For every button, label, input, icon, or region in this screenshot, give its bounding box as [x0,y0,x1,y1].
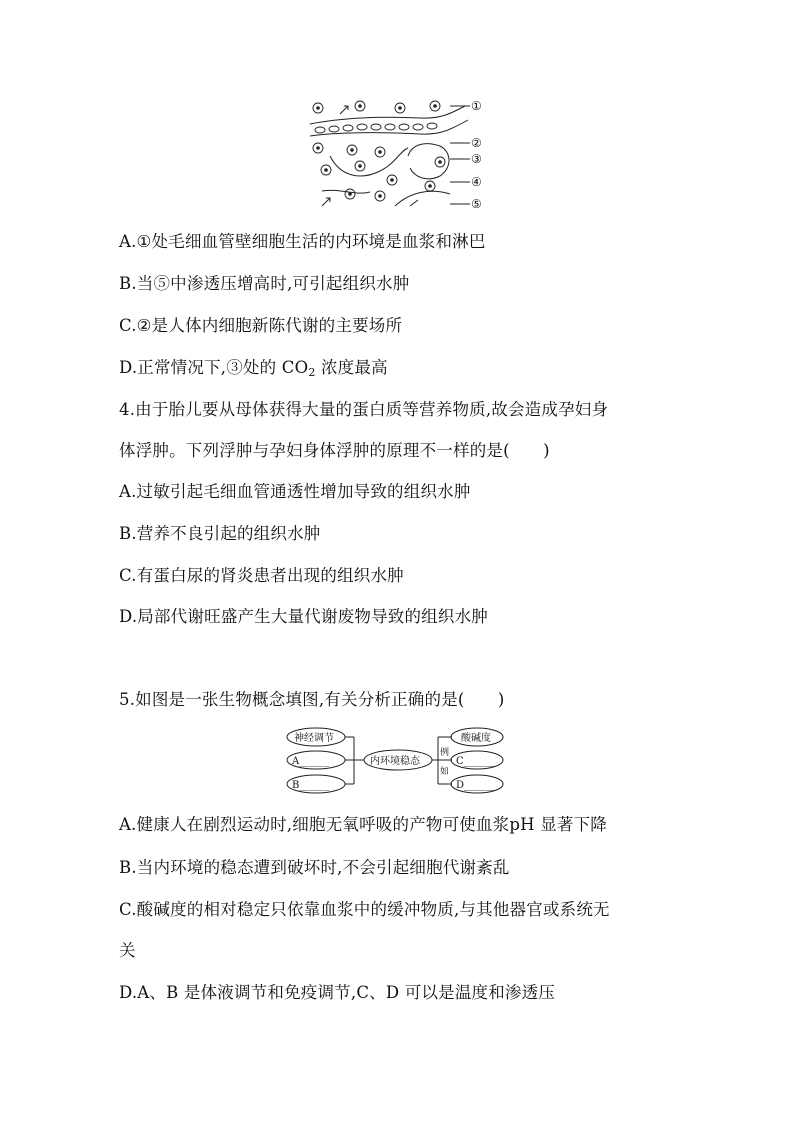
q3-option-a: A.①处毛细血管壁细胞生活的内环境是血浆和淋巴 [119,232,486,251]
q3-option-c: C.②是人体内细胞新陈代谢的主要场所 [119,316,403,335]
q3-option-d-sub: 2 [308,366,316,379]
concept-right-2: C______ [456,756,494,767]
label-1: ① [471,99,482,113]
label-4: ④ [471,175,482,189]
q4-stem-line-2: 体浮肿。下列浮肿与孕妇身体浮肿的原理不一样的是( ) [119,441,550,460]
q5-option-c-line-1: C.酸碱度的相对稳定只依靠血浆中的缓冲物质,与其他器官或系统无 [119,900,610,919]
q5-option-c-line-2: 关 [119,941,136,960]
q3-option-b: B.当⑤中渗透压增高时,可引起组织水肿 [119,274,410,293]
q3-option-d-post: 浓度最高 [315,358,388,377]
q5-option-d: D.A、B 是体液调节和免疫调节,C、D 可以是温度和渗透压 [119,983,556,1002]
q5-option-a: A.健康人在剧烈运动时,细胞无氧呼吸的产物可使血浆pH 显著下降 [119,815,608,834]
concept-center: 内环境稳态 [370,756,420,767]
concept-left-2: A______ [292,756,330,767]
concept-map [284,726,514,796]
q3-option-d [119,357,388,384]
label-2: ② [471,136,482,150]
concept-left-1: 神经调节 [294,733,334,744]
q4-stem-line-1: 4.由于胎儿要从母体获得大量的蛋白质等营养物质,故会造成孕妇身 [119,400,609,419]
label-3: ③ [471,152,482,166]
q5-stem: 5.如图是一张生物概念填图,有关分析正确的是( ) [119,690,505,709]
q3-option-d-pre: D.正常情况下,③处的 CO [119,358,309,377]
q4-option-c: C.有蛋白尿的肾炎患者出现的组织水肿 [119,566,404,585]
q4-option-b: B.营养不良引起的组织水肿 [119,524,321,543]
concept-connector-2: 如 [440,767,450,777]
concept-left-3: B______ [292,780,330,791]
q4-option-d: D.局部代谢旺盛产生大量代谢废物导致的组织水肿 [119,607,488,626]
concept-right-3: D______ [456,780,495,791]
label-5: ⑤ [471,197,482,211]
concept-connector-1: 例 [440,748,450,758]
tissue-diagram [300,96,500,218]
concept-right-1: 酸碱度 [461,733,491,744]
q5-option-b: B.当内环境的稳态遭到破坏时,不会引起细胞代谢紊乱 [119,858,510,877]
q4-option-a: A.过敏引起毛细血管通透性增加导致的组织水肿 [119,482,471,501]
